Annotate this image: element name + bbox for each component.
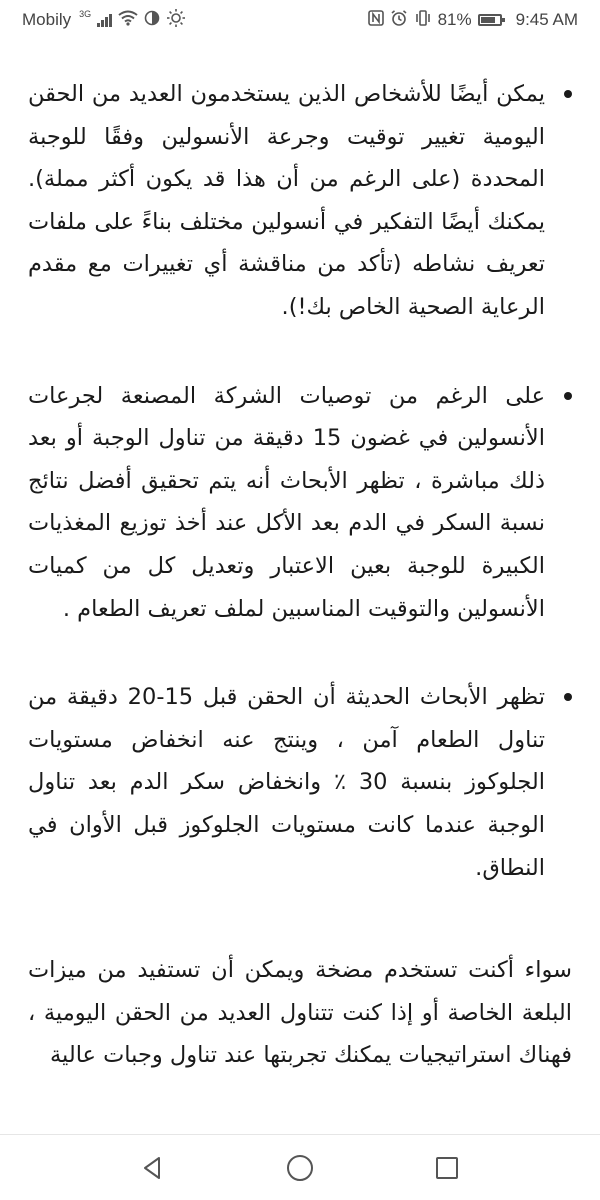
alarm-icon (390, 9, 408, 32)
carrier-name: Mobily (22, 10, 72, 29)
do-not-disturb-icon (144, 10, 160, 31)
status-bar (0, 0, 600, 40)
back-icon[interactable] (131, 1146, 175, 1190)
bullet-item: يمكن أيضًا للأشخاص الذين يستخدمون العديد من الحقن اليومية تغيير توقيت وجرعة الأنسولين وفقًا للوجبة المحددة (على الرغم من أن هذا قد يكون أكثر مملة). يمكنك أيضًا التفكير في أنسولين مختلف بناءً على ملفات تعريف نشاطه (تأكد من مناقشة أي تغييرات مع مقدم الرعاية الصحية الخاص بك!). (0, 73, 600, 329)
status-right (368, 9, 578, 32)
article (0, 73, 600, 1077)
battery-percent: 81% (437, 10, 472, 29)
battery-icon (478, 14, 502, 26)
network-type: 3G (79, 9, 92, 19)
status-left (22, 8, 186, 33)
bullet-item: على الرغم من توصيات الشركة المصنعة لجرعات الأنسولين في غضون 15 دقيقة من تناول الوجبة أو بعد ذلك مباشرة ، تظهر الأبحاث أنه يتم تحقيق أفضل نتائج نسبة السكر في الدم بعد الأكل عند أخذ توزيع المغذيات الكبيرة للوجبة بعين الاعتبار وتعديل كل من كميات الأنسولين والتوقيت المناسبين لملف تعريف الطعام . (0, 375, 600, 631)
recents-icon[interactable] (425, 1146, 469, 1190)
navigation-bar (0, 1134, 600, 1200)
article-content (0, 40, 600, 1130)
article-paragraph: سواء أكنت تستخدم مضخة ويمكن أن تستفيد من ميزات البلعة الخاصة أو إذا كنت تتناول العديد من الحقن اليومية ، فهناك استراتيجيات يمكنك تجربتها عند تناول وجبات عالية (28, 957, 572, 1069)
bullet-item: تظهر الأبحاث الحديثة أن الحقن قبل 15-20 دقيقة من تناول الطعام آمن ، وينتج عنه انخفاض مستويات الجلوكوز بنسبة 30 ٪ وانخفاض سكر الدم بعد تناول الوجبة عندما كانت مستويات الجلوكوز قبل الأوان في النطاق. (0, 676, 600, 889)
wifi-icon (118, 10, 138, 31)
nfc-icon (368, 10, 384, 31)
clock: 9:45 AM (515, 10, 578, 29)
signal-icon (97, 13, 112, 27)
brightness-icon (166, 8, 186, 33)
bullet-list (0, 73, 600, 889)
home-icon[interactable] (278, 1146, 322, 1190)
vibrate-icon (414, 10, 432, 31)
